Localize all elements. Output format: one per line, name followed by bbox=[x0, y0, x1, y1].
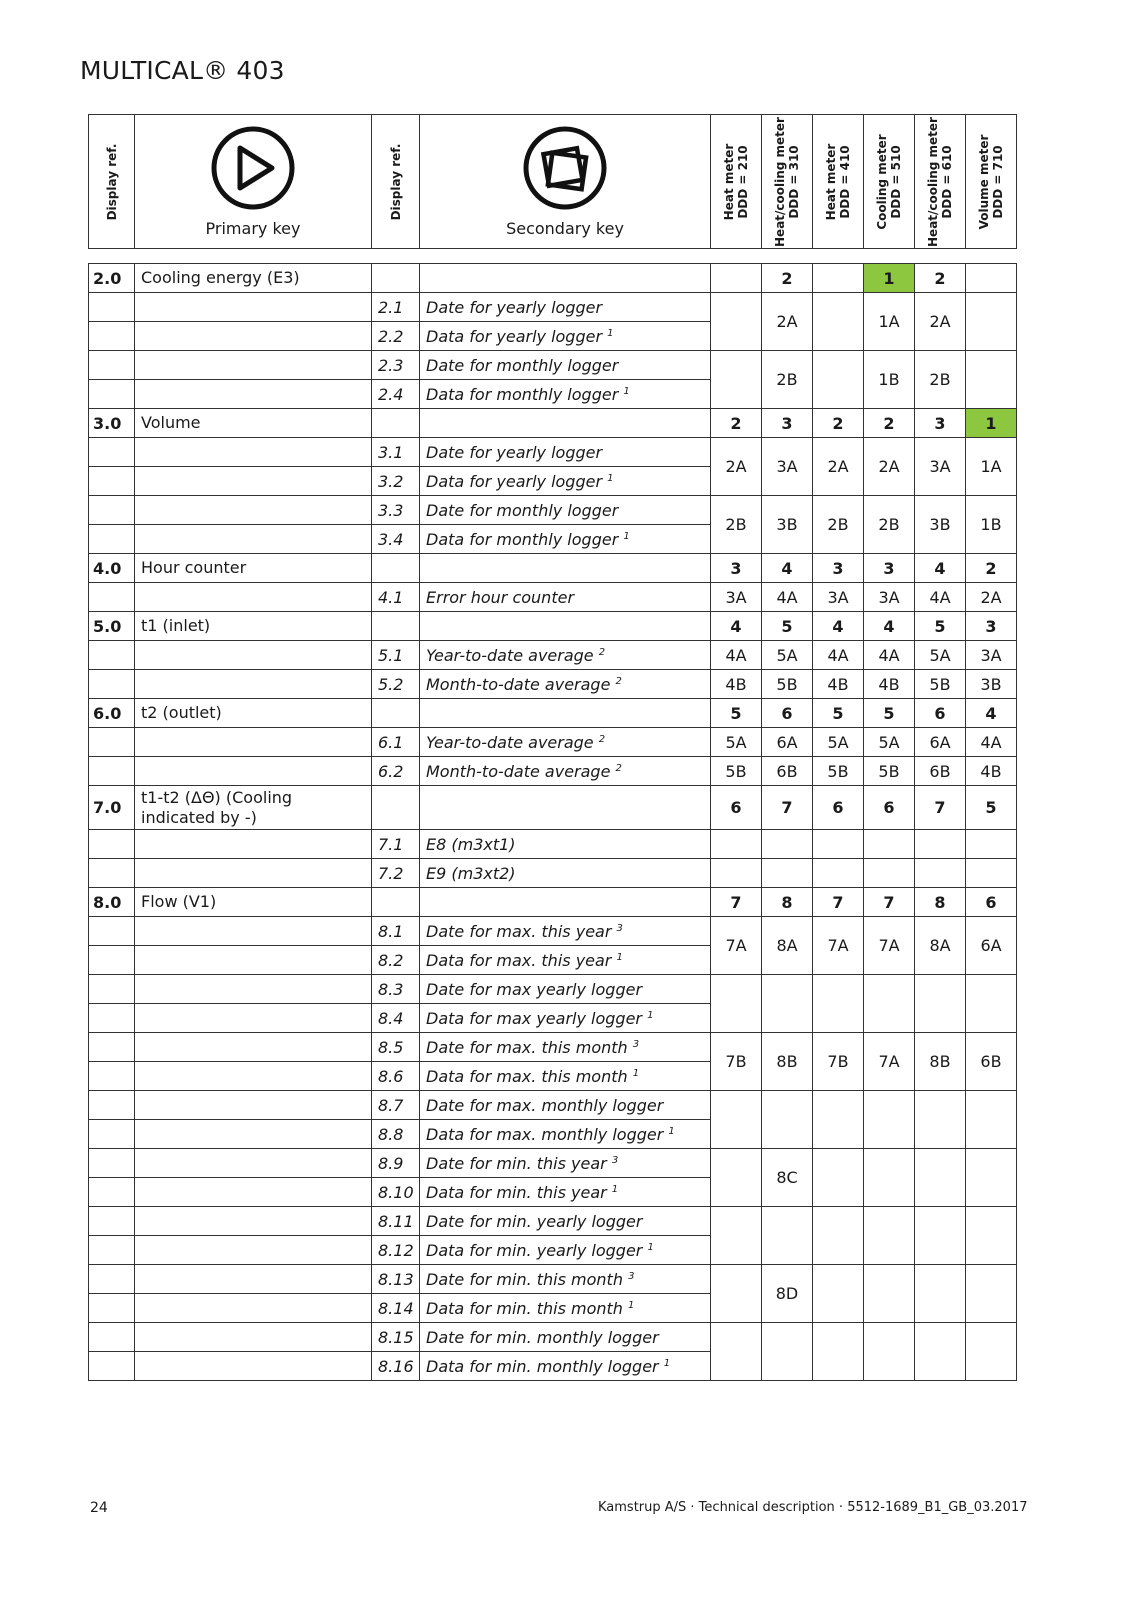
footnote-mark: 1 bbox=[647, 1009, 654, 1021]
value-cell: 6 bbox=[966, 888, 1017, 917]
value-cell: 7 bbox=[915, 786, 966, 830]
secondary-ref: 2.1 bbox=[372, 293, 420, 322]
value-cell: 5A bbox=[711, 728, 762, 757]
secondary-ref: 8.11 bbox=[372, 1207, 420, 1236]
secondary-key-label: Secondary key bbox=[506, 219, 624, 238]
value-cell: 5 bbox=[813, 699, 864, 728]
value-cell: 2A bbox=[711, 438, 762, 496]
footnote-mark: 3 bbox=[616, 922, 623, 934]
primary-name: Flow (V1) bbox=[135, 888, 372, 917]
value-cell bbox=[711, 264, 762, 293]
value-cell bbox=[813, 264, 864, 293]
value-cell: 3B bbox=[762, 496, 813, 554]
footnote-mark: 1 bbox=[616, 951, 623, 963]
value-cell: 4 bbox=[711, 612, 762, 641]
secondary-ref: 2.4 bbox=[372, 380, 420, 409]
secondary-ref: 8.5 bbox=[372, 1033, 420, 1062]
table-row bbox=[89, 409, 1017, 438]
table-row bbox=[89, 1149, 1017, 1178]
value-cell: 3A bbox=[864, 583, 915, 612]
table-row bbox=[89, 496, 1017, 525]
header-meter-710: Volume meter DDD = 710 bbox=[966, 115, 1017, 249]
value-cell: 2A bbox=[864, 438, 915, 496]
secondary-ref: 8.7 bbox=[372, 1091, 420, 1120]
value-cell: 3B bbox=[966, 670, 1017, 699]
value-cell: 5 bbox=[762, 612, 813, 641]
value-cell: 5A bbox=[762, 641, 813, 670]
value-cell: 4B bbox=[813, 670, 864, 699]
value-cell: 6B bbox=[915, 757, 966, 786]
value-cell: 3A bbox=[711, 583, 762, 612]
table-row bbox=[89, 1207, 1017, 1236]
value-cell: 5A bbox=[864, 728, 915, 757]
value-cell bbox=[711, 1149, 762, 1207]
table-row bbox=[89, 888, 1017, 917]
value-cell: 3 bbox=[966, 612, 1017, 641]
value-cell: 4B bbox=[966, 757, 1017, 786]
value-cell: 4A bbox=[762, 583, 813, 612]
secondary-name: Data for monthly logger $^1$ bbox=[420, 380, 711, 409]
value-cell: 7B bbox=[813, 1033, 864, 1091]
value-cell: 5B bbox=[864, 757, 915, 786]
display-ref: 2.0 bbox=[89, 264, 135, 293]
secondary-ref: 8.10 bbox=[372, 1178, 420, 1207]
primary-key-label: Primary key bbox=[205, 219, 301, 238]
value-cell: 5B bbox=[915, 670, 966, 699]
footnote-mark: 3 bbox=[628, 1270, 635, 1282]
secondary-name: Date for min. this month $^3$ bbox=[420, 1265, 711, 1294]
footnote-mark: 1 bbox=[663, 1357, 671, 1369]
value-cell: 8D bbox=[762, 1265, 813, 1323]
value-cell: 7 bbox=[762, 786, 813, 830]
value-cell bbox=[711, 293, 762, 351]
secondary-ref: 8.6 bbox=[372, 1062, 420, 1091]
value-cell: 3A bbox=[813, 583, 864, 612]
value-cell: 6 bbox=[711, 786, 762, 830]
display-ref: 4.0 bbox=[89, 554, 135, 583]
value-cell bbox=[966, 351, 1017, 409]
secondary-ref: 8.16 bbox=[372, 1352, 420, 1381]
footnote-mark: 1 bbox=[628, 1299, 635, 1311]
secondary-name: Date for yearly logger bbox=[420, 293, 711, 322]
value-cell bbox=[711, 351, 762, 409]
primary-name: t2 (outlet) bbox=[135, 699, 372, 728]
value-cell bbox=[711, 1265, 762, 1323]
header-meter-510: Cooling meter DDD = 510 bbox=[864, 115, 915, 249]
display-ref: 8.0 bbox=[89, 888, 135, 917]
secondary-ref: 8.15 bbox=[372, 1323, 420, 1352]
value-cell: 7A bbox=[864, 917, 915, 975]
value-cell-highlighted: 1 bbox=[864, 264, 915, 293]
table-row bbox=[89, 351, 1017, 380]
header-display-ref-2: Display ref. bbox=[372, 115, 420, 249]
secondary-name: Data for min. this year $^1$ bbox=[420, 1178, 711, 1207]
value-cell: 7A bbox=[711, 917, 762, 975]
value-cell: 2 bbox=[813, 409, 864, 438]
value-cell: 2B bbox=[813, 496, 864, 554]
value-cell: 3 bbox=[762, 409, 813, 438]
value-cell: 1B bbox=[966, 496, 1017, 554]
table-row bbox=[89, 1033, 1017, 1062]
secondary-name: Data for min. monthly logger $^1$ bbox=[420, 1352, 711, 1381]
value-cell: 4 bbox=[813, 612, 864, 641]
secondary-name: Date for yearly logger bbox=[420, 438, 711, 467]
secondary-name: E8 (m3xt1) bbox=[420, 830, 711, 859]
secondary-name: Data for min. yearly logger $^1$ bbox=[420, 1236, 711, 1265]
value-cell: 5 bbox=[966, 786, 1017, 830]
value-cell: 7A bbox=[864, 1033, 915, 1091]
value-cell: 3 bbox=[915, 409, 966, 438]
secondary-ref: 4.1 bbox=[372, 583, 420, 612]
value-cell: 2A bbox=[915, 293, 966, 351]
footnote-mark: 2 bbox=[615, 762, 622, 774]
value-cell: 6 bbox=[915, 699, 966, 728]
secondary-ref: 6.1 bbox=[372, 728, 420, 757]
secondary-name: Date for max yearly logger bbox=[420, 975, 711, 1004]
secondary-ref: 2.3 bbox=[372, 351, 420, 380]
value-cell: 8 bbox=[915, 888, 966, 917]
value-cell: 6A bbox=[915, 728, 966, 757]
table-row bbox=[89, 859, 1017, 888]
display-ref: 5.0 bbox=[89, 612, 135, 641]
table-row bbox=[89, 438, 1017, 467]
value-cell: 7B bbox=[711, 1033, 762, 1091]
footnote-mark: 1 bbox=[607, 472, 614, 484]
value-cell: 2B bbox=[864, 496, 915, 554]
value-cell: 4A bbox=[711, 641, 762, 670]
secondary-name: Year-to-date average $^2$ bbox=[420, 641, 711, 670]
value-cell: 4B bbox=[864, 670, 915, 699]
value-cell: 5B bbox=[762, 670, 813, 699]
value-cell bbox=[864, 1265, 915, 1323]
value-cell: 2 bbox=[915, 264, 966, 293]
table-row bbox=[89, 786, 1017, 830]
header-primary-key bbox=[135, 115, 372, 249]
table-row bbox=[89, 830, 1017, 859]
secondary-name: Data for max. monthly logger $^1$ bbox=[420, 1120, 711, 1149]
value-cell bbox=[813, 1265, 864, 1323]
value-cell: 8B bbox=[762, 1033, 813, 1091]
secondary-ref: 8.12 bbox=[372, 1236, 420, 1265]
secondary-ref: 3.4 bbox=[372, 525, 420, 554]
table-row bbox=[89, 583, 1017, 612]
header-meter-410: Heat meter DDD = 410 bbox=[813, 115, 864, 249]
value-cell: 5A bbox=[915, 641, 966, 670]
page-number: 24 bbox=[90, 1500, 108, 1516]
header-meter-610: Heat/cooling meter DDD = 610 bbox=[915, 115, 966, 249]
value-cell: 2A bbox=[966, 583, 1017, 612]
secondary-ref: 6.2 bbox=[372, 757, 420, 786]
footnote-mark: 2 bbox=[598, 646, 606, 658]
value-cell bbox=[813, 1149, 864, 1207]
value-cell: 6B bbox=[762, 757, 813, 786]
value-cell: 3 bbox=[813, 554, 864, 583]
value-cell: 5 bbox=[864, 699, 915, 728]
value-cell: 3A bbox=[966, 641, 1017, 670]
secondary-ref: 2.2 bbox=[372, 322, 420, 351]
footnote-mark: 2 bbox=[615, 675, 622, 687]
secondary-ref: 8.14 bbox=[372, 1294, 420, 1323]
value-cell: 4 bbox=[966, 699, 1017, 728]
table-row bbox=[89, 293, 1017, 322]
display-ref: 7.0 bbox=[89, 786, 135, 830]
display-table-body bbox=[88, 263, 1017, 1381]
secondary-ref: 3.2 bbox=[372, 467, 420, 496]
value-cell bbox=[813, 293, 864, 351]
value-cell: 8A bbox=[762, 917, 813, 975]
secondary-name: Date for max. monthly logger bbox=[420, 1091, 711, 1120]
secondary-key-icon bbox=[522, 125, 608, 211]
secondary-name: Month-to-date average $^2$ bbox=[420, 670, 711, 699]
table-row bbox=[89, 1091, 1017, 1120]
value-cell: 5B bbox=[711, 757, 762, 786]
document-title: MULTICAL® 403 bbox=[80, 56, 285, 85]
primary-name: t1-t2 (ΔΘ) (Cooling indicated by -) bbox=[135, 786, 372, 830]
footer-document-reference: Kamstrup A/S · Technical description · 5512-1689_B1_GB_03.2017 bbox=[598, 1500, 1028, 1515]
secondary-ref: 8.13 bbox=[372, 1265, 420, 1294]
value-cell: 5B bbox=[813, 757, 864, 786]
table-row bbox=[89, 1323, 1017, 1352]
value-cell: 2B bbox=[711, 496, 762, 554]
value-cell bbox=[864, 1149, 915, 1207]
secondary-name: Date for min. this year $^3$ bbox=[420, 1149, 711, 1178]
primary-name: Cooling energy (E3) bbox=[135, 264, 372, 293]
header-meter-310: Heat/cooling meter DDD = 310 bbox=[762, 115, 813, 249]
footnote-mark: 1 bbox=[623, 530, 630, 542]
primary-name: Hour counter bbox=[135, 554, 372, 583]
value-cell: 6B bbox=[966, 1033, 1017, 1091]
value-cell: 4 bbox=[762, 554, 813, 583]
value-cell: 5A bbox=[813, 728, 864, 757]
secondary-name: Date for monthly logger bbox=[420, 351, 711, 380]
secondary-ref: 5.2 bbox=[372, 670, 420, 699]
value-cell: 3 bbox=[864, 554, 915, 583]
value-cell: 7 bbox=[711, 888, 762, 917]
value-cell bbox=[966, 264, 1017, 293]
value-cell bbox=[915, 1149, 966, 1207]
value-cell bbox=[966, 1265, 1017, 1323]
value-cell: 6A bbox=[966, 917, 1017, 975]
value-cell bbox=[915, 1265, 966, 1323]
value-cell: 8C bbox=[762, 1149, 813, 1207]
value-cell-highlighted: 1 bbox=[966, 409, 1017, 438]
secondary-name: Date for max. this month $^3$ bbox=[420, 1033, 711, 1062]
primary-name: Volume bbox=[135, 409, 372, 438]
table-row bbox=[89, 641, 1017, 670]
footnote-mark: 3 bbox=[611, 1154, 619, 1166]
secondary-name: Date for max. this year $^3$ bbox=[420, 917, 711, 946]
value-cell: 6 bbox=[864, 786, 915, 830]
secondary-name: Date for min. monthly logger bbox=[420, 1323, 711, 1352]
secondary-ref: 8.1 bbox=[372, 917, 420, 946]
secondary-name: Month-to-date average $^2$ bbox=[420, 757, 711, 786]
secondary-ref: 8.8 bbox=[372, 1120, 420, 1149]
value-cell: 6 bbox=[762, 699, 813, 728]
header-meter-210: Heat meter DDD = 210 bbox=[711, 115, 762, 249]
secondary-ref: 3.3 bbox=[372, 496, 420, 525]
value-cell: 3B bbox=[915, 496, 966, 554]
value-cell: 4A bbox=[966, 728, 1017, 757]
table-row bbox=[89, 264, 1017, 293]
table-row bbox=[89, 612, 1017, 641]
table-row bbox=[89, 554, 1017, 583]
value-cell: 4B bbox=[711, 670, 762, 699]
footnote-mark: 2 bbox=[598, 733, 606, 745]
table-row bbox=[89, 975, 1017, 1004]
value-cell: 4A bbox=[813, 641, 864, 670]
table-row bbox=[89, 917, 1017, 946]
secondary-ref: 3.1 bbox=[372, 438, 420, 467]
secondary-name: Error hour counter bbox=[420, 583, 711, 612]
table-row bbox=[89, 699, 1017, 728]
secondary-name: Data for max. this month $^1$ bbox=[420, 1062, 711, 1091]
value-cell: 4A bbox=[864, 641, 915, 670]
value-cell: 1A bbox=[864, 293, 915, 351]
value-cell: 2A bbox=[762, 293, 813, 351]
footnote-mark: 1 bbox=[632, 1067, 640, 1079]
value-cell: 3 bbox=[711, 554, 762, 583]
primary-name: t1 (inlet) bbox=[135, 612, 372, 641]
secondary-name: Data for yearly logger $^1$ bbox=[420, 467, 711, 496]
footnote-mark: 1 bbox=[668, 1125, 675, 1137]
value-cell: 5 bbox=[711, 699, 762, 728]
secondary-name: Data for min. this month $^1$ bbox=[420, 1294, 711, 1323]
table-row bbox=[89, 757, 1017, 786]
value-cell: 1A bbox=[966, 438, 1017, 496]
table-row bbox=[89, 670, 1017, 699]
secondary-name: Year-to-date average $^2$ bbox=[420, 728, 711, 757]
value-cell: 6 bbox=[813, 786, 864, 830]
secondary-name: Data for max yearly logger $^1$ bbox=[420, 1004, 711, 1033]
secondary-ref: 7.1 bbox=[372, 830, 420, 859]
display-ref: 3.0 bbox=[89, 409, 135, 438]
value-cell: 7A bbox=[813, 917, 864, 975]
value-cell: 1B bbox=[864, 351, 915, 409]
display-ref: 6.0 bbox=[89, 699, 135, 728]
secondary-ref: 8.4 bbox=[372, 1004, 420, 1033]
secondary-ref: 8.2 bbox=[372, 946, 420, 975]
footnote-mark: 1 bbox=[607, 327, 614, 339]
display-table-header bbox=[88, 114, 1017, 249]
value-cell bbox=[813, 351, 864, 409]
value-cell: 5 bbox=[915, 612, 966, 641]
value-cell: 8 bbox=[762, 888, 813, 917]
value-cell: 4 bbox=[864, 612, 915, 641]
value-cell bbox=[966, 293, 1017, 351]
value-cell: 2 bbox=[711, 409, 762, 438]
primary-key-icon bbox=[210, 125, 296, 211]
secondary-ref: 8.9 bbox=[372, 1149, 420, 1178]
value-cell: 6A bbox=[762, 728, 813, 757]
footnote-mark: 1 bbox=[647, 1241, 654, 1253]
value-cell: 4 bbox=[915, 554, 966, 583]
secondary-ref: 7.2 bbox=[372, 859, 420, 888]
value-cell: 2 bbox=[966, 554, 1017, 583]
value-cell: 3A bbox=[915, 438, 966, 496]
value-cell: 2B bbox=[915, 351, 966, 409]
secondary-name: Data for max. this year $^1$ bbox=[420, 946, 711, 975]
secondary-name: Data for yearly logger $^1$ bbox=[420, 322, 711, 351]
value-cell: 8B bbox=[915, 1033, 966, 1091]
secondary-name: E9 (m3xt2) bbox=[420, 859, 711, 888]
value-cell: 4A bbox=[915, 583, 966, 612]
value-cell: 7 bbox=[864, 888, 915, 917]
header-secondary-key bbox=[420, 115, 711, 249]
value-cell: 2 bbox=[762, 264, 813, 293]
value-cell: 2A bbox=[813, 438, 864, 496]
footnote-mark: 1 bbox=[611, 1183, 619, 1195]
value-cell: 2B bbox=[762, 351, 813, 409]
table-row bbox=[89, 728, 1017, 757]
value-cell: 7 bbox=[813, 888, 864, 917]
secondary-ref: 8.3 bbox=[372, 975, 420, 1004]
value-cell: 2 bbox=[864, 409, 915, 438]
value-cell: 3A bbox=[762, 438, 813, 496]
value-cell bbox=[966, 1149, 1017, 1207]
header-display-ref: Display ref. bbox=[89, 115, 135, 249]
secondary-name: Date for min. yearly logger bbox=[420, 1207, 711, 1236]
secondary-ref: 5.1 bbox=[372, 641, 420, 670]
secondary-name: Date for monthly logger bbox=[420, 496, 711, 525]
footnote-mark: 1 bbox=[623, 385, 630, 397]
secondary-name: Data for monthly logger $^1$ bbox=[420, 525, 711, 554]
footnote-mark: 3 bbox=[632, 1038, 640, 1050]
value-cell: 8A bbox=[915, 917, 966, 975]
table-row bbox=[89, 1265, 1017, 1294]
